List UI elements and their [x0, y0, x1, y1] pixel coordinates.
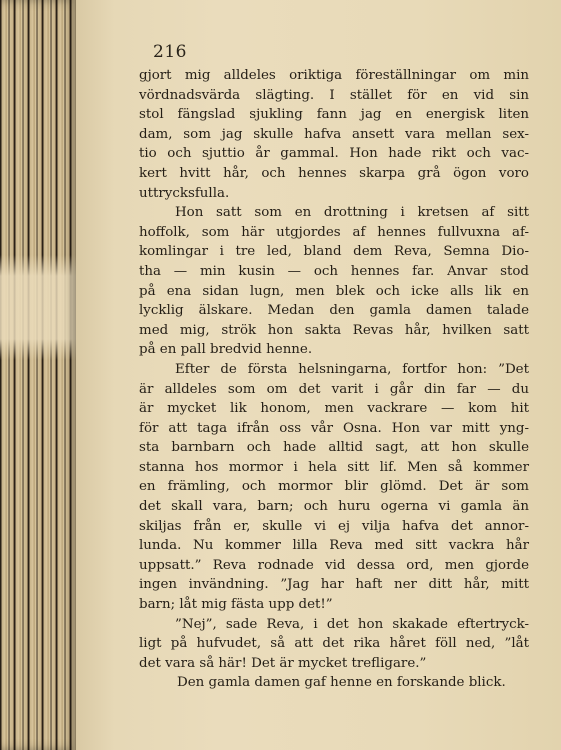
text-line: ingen invändning. ”Jag har haft ner ditt hår, mitt: [139, 577, 529, 593]
text-line: kert hvitt hår, och hennes skarpa grå ögon voro: [139, 165, 529, 181]
text-line: Efter de första helsningarna, fortfor hon: ”Det: [175, 361, 529, 377]
text-line: barn; låt mig fästa upp det!”: [139, 597, 333, 613]
text-line: Den gamla damen gaf henne en forskande blick.: [177, 675, 506, 691]
text-line: ligt på hufvudet, så att det rika håret föll ned, ”låt: [139, 636, 529, 652]
text-line: uppsatt.” Reva rodnade vid dessa ord, men gjorde: [139, 557, 529, 573]
text-line: gjort mig alldeles oriktiga föreställningar om min: [139, 68, 529, 83]
text-line: stanna hos mormor i hela sitt lif. Men så kommer: [139, 459, 529, 475]
text-line: är mycket lik honom, men vackrare — kom hit: [139, 401, 529, 417]
text-line: skiljas från er, skulle vi ej vilja hafva det annor-: [139, 518, 529, 534]
text-line: är alldeles som om det varit i går din far — du: [139, 381, 529, 397]
text-line: med mig, strök hon sakta Revas hår, hvilken satt: [139, 322, 529, 338]
text-line: komlingar i tre led, bland dem Reva, Semna Dio-: [139, 244, 529, 260]
text-line: ”Nej”, sade Reva, i det hon skakade eftertryck-: [175, 616, 529, 632]
text-line: tio och sjuttio år gammal. Hon hade rikt och vac-: [139, 146, 529, 162]
text-line: en främling, och mormor blir glömd. Det är som: [139, 479, 529, 495]
text-line: Hon satt som en drottning i kretsen af sitt: [175, 205, 529, 221]
text-line: på ena sidan lugn, men blek och icke alls lik en: [139, 283, 529, 299]
text-line: uttrycksfulla.: [139, 185, 230, 201]
text-line: hoffolk, som här utgjordes af hennes fullvuxna af-: [139, 224, 529, 240]
text-line: vördnadsvärda slägting. I stället för en vid sin: [139, 87, 529, 103]
body-text: [139, 66, 529, 693]
text-line: det vara så här! Det är mycket trefligare.”: [139, 655, 427, 671]
text-line: dam, som jag skulle hafva ansett vara mellan sex-: [139, 126, 529, 142]
book-page: [76, 0, 561, 750]
text-line: för att taga ifrån oss vår Osna. Hon var mitt yng-: [139, 420, 529, 436]
text-line: på en pall bredvid henne.: [139, 342, 313, 358]
text-line: tha — min kusin — och hennes far. Anvar stod: [139, 263, 529, 279]
text-line: sta barnbarn och hade alltid sagt, att hon skulle: [139, 440, 529, 456]
text-line: lycklig älskare. Medan den gamla damen talade: [139, 303, 529, 319]
page-number: 216: [153, 42, 187, 62]
text-line: det skall vara, barn; och huru ogerna vi gamla än: [139, 499, 529, 515]
text-line: stol fängslad sjukling fann jag en energisk liten: [139, 107, 529, 123]
text-line: lunda. Nu kommer lilla Reva med sitt vackra hår: [139, 538, 529, 554]
